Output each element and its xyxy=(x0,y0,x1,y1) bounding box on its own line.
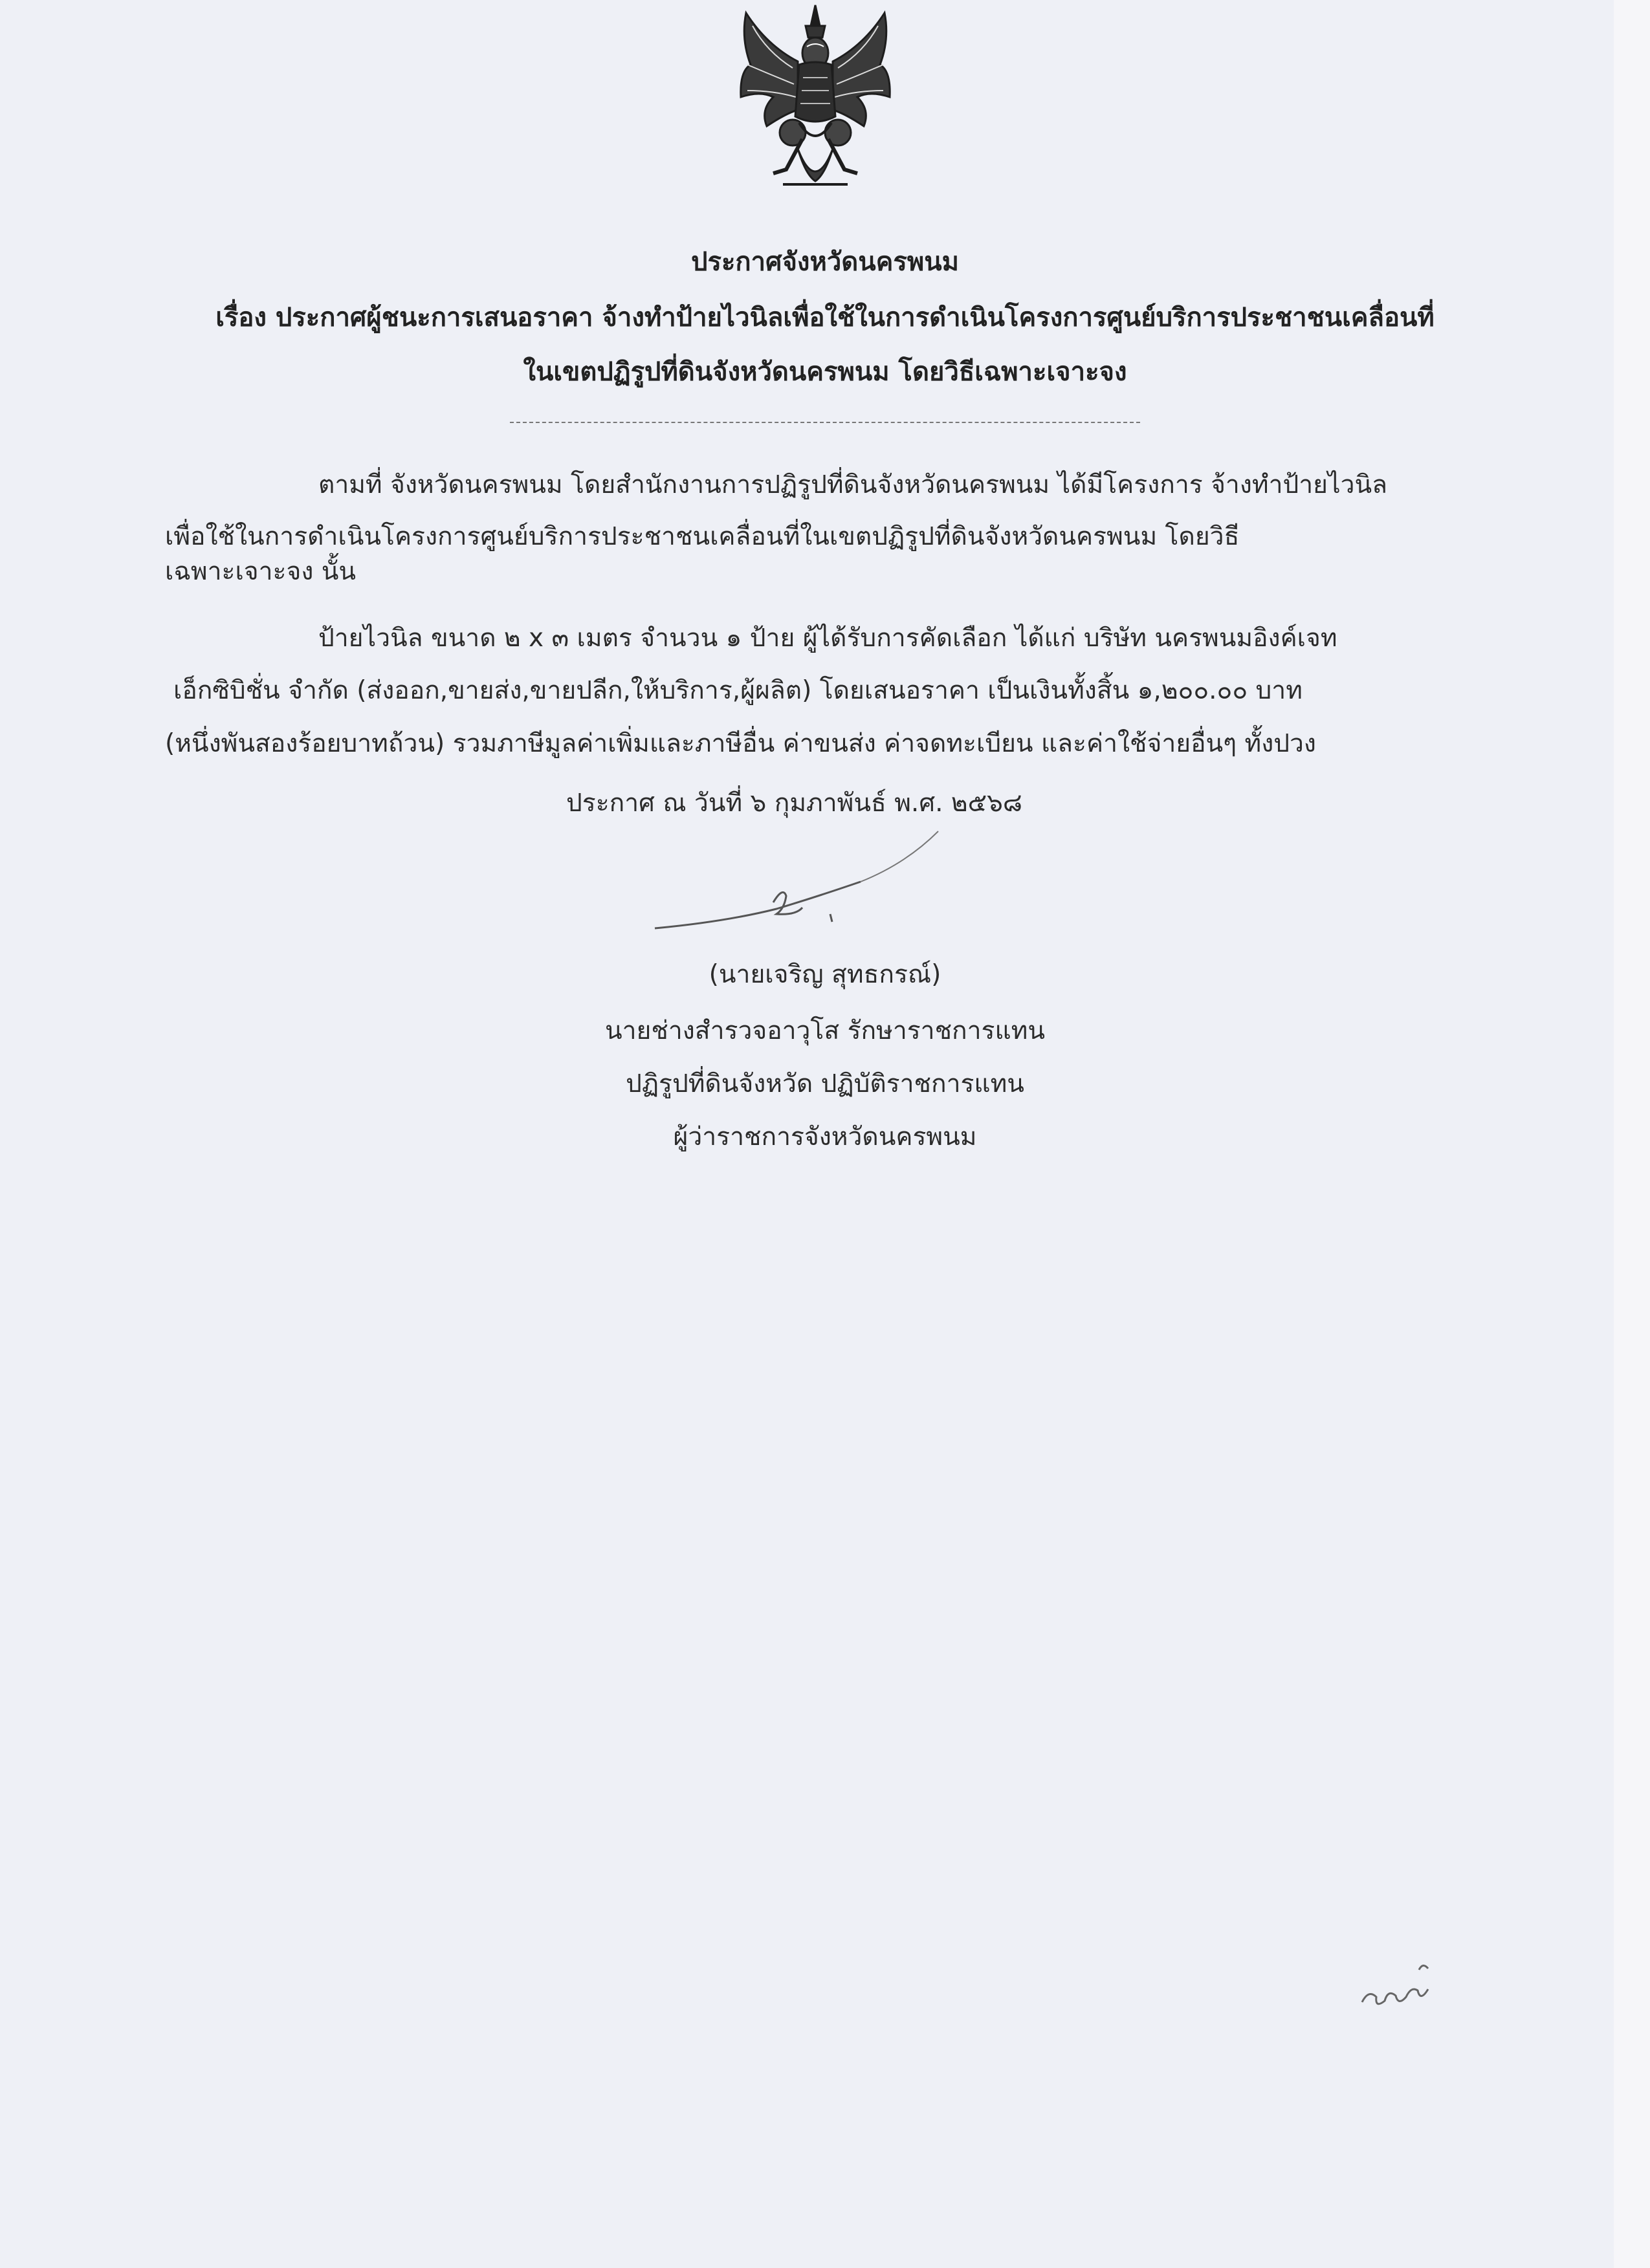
announcement-date: ประกาศ ณ วันที่ ๖ กุมภาพันธ์ พ.ศ. ๒๕๖๘ xyxy=(566,789,1022,818)
body-paragraph-2-line: (หนึ่งพันสองร้อยบาทถ้วน) รวมภาษีมูลค่าเพิ่มและภาษีอื่น ค่าขนส่ง ค่าจดทะเบียน และค่าใช้จ่ายอื่นๆ ทั้งปวง xyxy=(165,729,1316,758)
signatory-name: (นายเจริญ สุทธกรณ์) xyxy=(709,960,941,989)
announcement-title: ประกาศจังหวัดนครพนม xyxy=(691,247,959,277)
signature-mark xyxy=(647,825,958,941)
body-paragraph-1-line: เพื่อใช้ในการดำเนินโครงการศูนย์บริการประชาชนเคลื่อนที่ในเขตปฏิรูปที่ดินจังหวัดนครพนม โดยวิธี xyxy=(165,522,1240,551)
signatory-position: ปฏิรูปที่ดินจังหวัด ปฏิบัติราชการแทน xyxy=(626,1069,1024,1098)
signatory-position: ผู้ว่าราชการจังหวัดนครพนม xyxy=(673,1122,977,1151)
header-divider xyxy=(510,422,1140,423)
body-paragraph-2-line: เอ็กซิบิชั่น จำกัด (ส่งออก,ขายส่ง,ขายปลีก,ให้บริการ,ผู้ผลิต) โดยเสนอราคา เป็นเงินทั้งสิ้น ๑,๒๐๐.๐๐ บาท xyxy=(173,676,1303,705)
announcement-subject-continued: ในเขตปฏิรูปที่ดินจังหวัดนครพนม โดยวิธีเฉพาะเจาะจง xyxy=(523,357,1127,387)
body-paragraph-1-line: ตามที่ จังหวัดนครพนม โดยสำนักงานการปฏิรูปที่ดินจังหวัดนครพนม ได้มีโครงการ จ้างทำป้ายไวนิล xyxy=(318,470,1388,499)
signatory-position: นายช่างสำรวจอาวุโส รักษาราชการแทน xyxy=(604,1016,1046,1045)
handwritten-initials xyxy=(1356,1950,1440,2022)
body-paragraph-2-line: ป้ายไวนิล ขนาด ๒ x ๓ เมตร จำนวน ๑ ป้าย ผู้ได้รับการคัดเลือก ได้แก่ บริษัท นครพนมอิงค์เจท xyxy=(318,624,1337,653)
body-paragraph-1-line: เฉพาะเจาะจง นั้น xyxy=(165,557,357,586)
paper-edge xyxy=(1614,0,1650,2268)
announcement-subject: เรื่อง ประกาศผู้ชนะการเสนอราคา จ้างทำป้ายไวนิลเพื่อใช้ในการดำเนินโครงการศูนย์บริการประชาชนเคลื่อนที่ xyxy=(215,303,1435,333)
garuda-emblem-icon xyxy=(721,0,909,194)
